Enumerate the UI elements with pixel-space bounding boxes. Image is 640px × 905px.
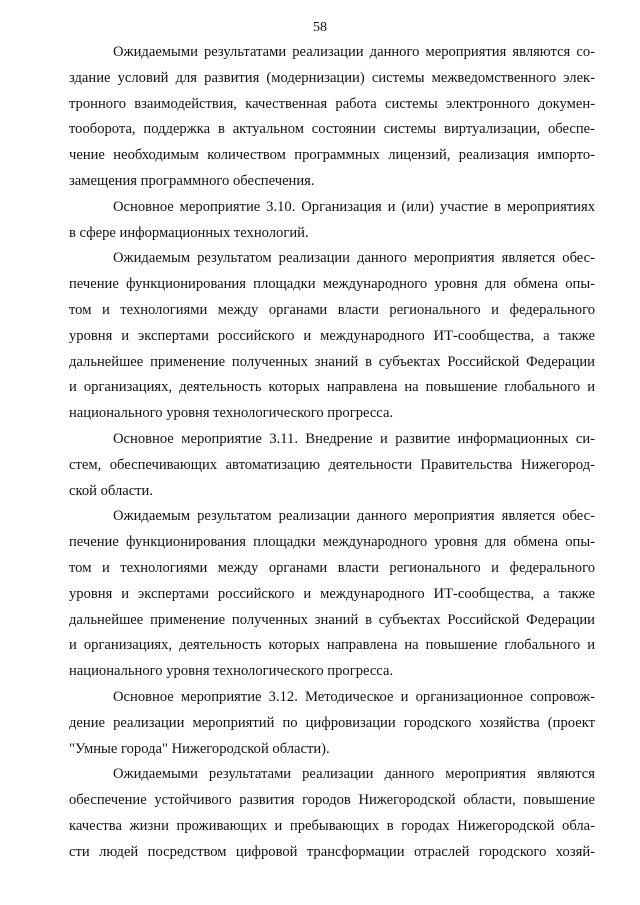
- text-line: Ожидаемым результатом реализации данного мероприятия является обес-: [113, 508, 595, 525]
- text-line: Основное мероприятие 3.12. Методическое и организационное сопровож-: [113, 688, 595, 705]
- text-line: Ожидаемым результатом реализации данного мероприятия является обес-: [113, 250, 595, 267]
- text-line: Основное мероприятие 3.10. Организация и (или) участие в мероприятиях: [113, 198, 595, 215]
- paragraph-measure-3-12: [69, 685, 595, 762]
- paragraph-expected-results-3-12: [69, 762, 595, 865]
- text-line: чение необходимым количеством программных лицензий, реализация импорто-: [69, 147, 595, 164]
- text-line: качества жизни проживающих и пребывающих в городах Нижегородской обла-: [69, 817, 595, 834]
- text-line: Основное мероприятие 3.11. Внедрение и развитие информационных си-: [113, 430, 595, 447]
- text-line: печение функционирования площадки международного уровня для обмена опы-: [69, 534, 595, 551]
- text-line: том и технологиями между органами власти регионального и федерального: [69, 559, 595, 576]
- text-line: тронного взаимодействия, качественная работа системы электронного докумен-: [69, 95, 595, 112]
- paragraph-measure-3-10: [69, 195, 595, 247]
- text-line: сти людей посредством цифровой трансформации отраслей городского хозяй-: [69, 843, 595, 860]
- text-line: стем, обеспечивающих автоматизацию деятельности Правительства Нижегород-: [69, 456, 595, 473]
- text-line: замещения программного обеспечения.: [69, 172, 315, 189]
- text-line: обеспечение устойчивого развития городов Нижегородской области, повышение: [69, 792, 595, 809]
- paragraph-measure-3-11: [69, 427, 595, 504]
- text-line: и организациях, деятельность которых направлена на повышение глобального и: [69, 637, 595, 654]
- text-line: уровня и экспертами российского и международного ИТ-сообщества, а также: [69, 585, 595, 602]
- text-line: в сфере информационных технологий.: [69, 224, 309, 241]
- text-line: дальнейшее применение полученных знаний в субъектах Российской Федерации: [69, 611, 595, 628]
- text-line: печение функционирования площадки международного уровня для обмена опы-: [69, 276, 595, 293]
- text-line: ской области.: [69, 482, 154, 499]
- paragraph-expected-result-3-11: [69, 504, 595, 685]
- text-line: национального уровня технологического прогресса.: [69, 405, 394, 422]
- text-line: Ожидаемыми результатами реализации данного мероприятия являются: [113, 766, 595, 783]
- text-line: уровня и экспертами российского и международного ИТ-сообщества, а также: [69, 327, 595, 344]
- text-line: дальнейшее применение полученных знаний в субъектах Российской Федерации: [69, 353, 595, 370]
- document-body: [69, 40, 595, 866]
- text-line: здание условий для развития (модернизации) системы межведомственного элек-: [69, 69, 595, 86]
- text-line: национального уровня технологического прогресса.: [69, 663, 394, 680]
- text-line: "Умные города" Нижегородской области).: [69, 740, 330, 757]
- paragraph-expected-results-3-9: [69, 40, 595, 195]
- text-line: и организациях, деятельность которых направлена на повышение глобального и: [69, 379, 595, 396]
- page-number: 58: [313, 20, 327, 35]
- text-line: дение реализации мероприятий по цифровизации городского хозяйства (проект: [69, 714, 595, 731]
- paragraph-expected-result-3-10: [69, 246, 595, 427]
- text-line: Ожидаемыми результатами реализации данного мероприятия являются со-: [113, 44, 595, 60]
- text-line: тооборота, поддержка в актуальном состоянии системы виртуализации, обеспе-: [69, 121, 595, 138]
- text-line: том и технологиями между органами власти регионального и федерального: [69, 301, 595, 318]
